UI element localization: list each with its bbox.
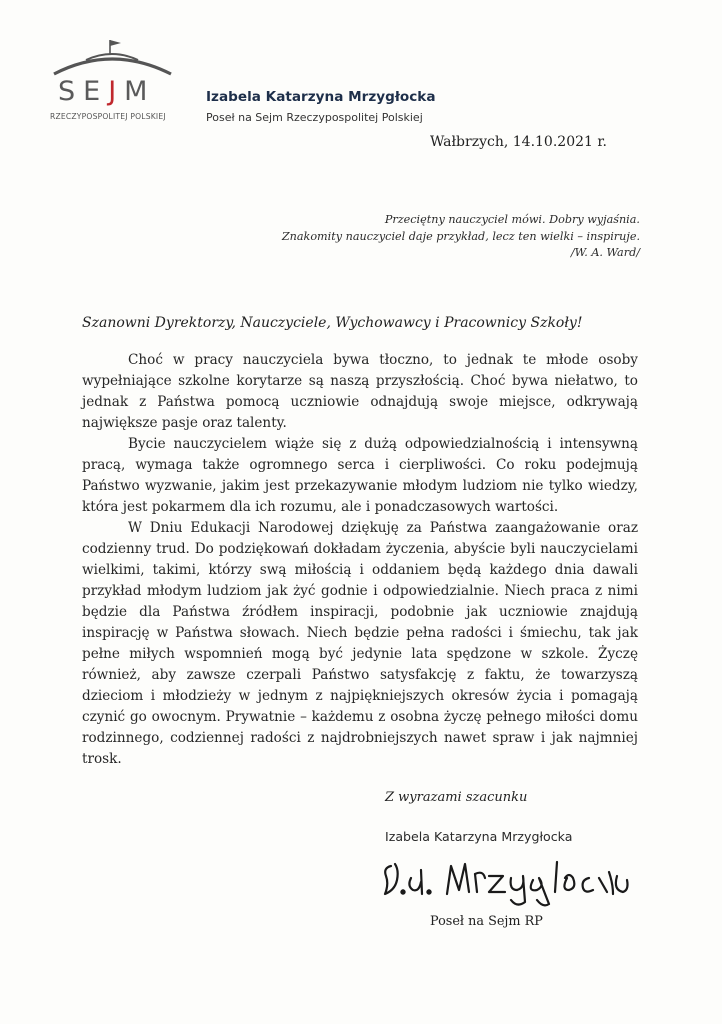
body-paragraph: W Dniu Edukacji Narodowej dziękuję za Państwa zaangażowanie oraz codzienny trud. Do podziękowań dokładam życzenia, abyście byli nauczycielami wielkimi, takimi, którzy swą miłością i oddaniem będą każdego dnia dawali przykład młodym ludziom jak żyć godnie i odpowiedzialnie. Niech praca z nimi będzie dla Państwa źródłem inspiracji, podobnie jak uczniowie znajdują inspirację w Państwa słowach. Niech będzie pełna radości i śmiechu, tak jak pełne miłych wspomnień mogą być jedynie lata spędzone w szkole. Życzę również, aby zawsze czerpali Państwo satysfakcję z faktu, że towarzyszą dzieciom i młodzieży w jednym z najpiękniejszych okresów życia i pomagają czynić go owocnym. Prywatnie – każdemu z osobna życzę pełnego miłości domu rodzinnego, codziennej radości z najdrobniejszych nawet spraw i jak najmniej trosk. (82, 520, 638, 767)
body-paragraph: Bycie nauczycielem wiąże się z dużą odpowiedzialnością i intensywną pracą, wymaga także ogromnego serca i cierpliwości. Co roku podejmują Państwo wyzwanie, jakim jest przekazywanie młodym ludziom nie tylko wiedzy, która jest pokarmem dla ich rozumu, ale i ponadczasowych wartości. (82, 436, 638, 515)
logo-subtitle: RZECZYPOSPOLITEJ POLSKIEJ (50, 112, 166, 121)
motto-line: Przeciętny nauczyciel mówi. Dobry wyjaśnia. (384, 213, 640, 226)
motto-author: /W. A. Ward/ (570, 246, 640, 259)
salutation: Szanowni Dyrektorzy, Nauczyciele, Wychowawcy i Pracownicy Szkoły! (82, 315, 583, 331)
letter-date: Wałbrzych, 14.10.2021 r. (430, 134, 607, 150)
sejm-dome-icon (50, 36, 175, 80)
sender-block (206, 89, 436, 124)
motto-line: Znakomity nauczyciel daje przykład, lecz ten wielki – inspiruje. (281, 229, 640, 243)
closing-phrase: Z wyrazami szacunku (385, 790, 528, 805)
sejm-logo (50, 36, 175, 126)
handwritten-signature (377, 850, 637, 908)
logo-wordmark: SEJM (58, 76, 156, 107)
letter-body (82, 350, 638, 770)
sender-name: Izabela Katarzyna Mrzygłocka (206, 89, 436, 105)
body-paragraph: Choć w pracy nauczyciela bywa tłoczno, to jednak te młode osoby wypełniające szkolne korytarze są naszą przyszłością. Choć bywa niełatwo, to jednak z Państwa pomocą uczniowie odnajdują swoje miejsce, odkrywają największe pasje oraz talenty. (82, 352, 638, 431)
sender-role: Poseł na Sejm Rzeczypospolitej Polskiej (206, 111, 423, 124)
signer-role: Poseł na Sejm RP (430, 914, 543, 929)
signer-name: Izabela Katarzyna Mrzygłocka (385, 829, 573, 844)
motto-quote (282, 212, 640, 262)
